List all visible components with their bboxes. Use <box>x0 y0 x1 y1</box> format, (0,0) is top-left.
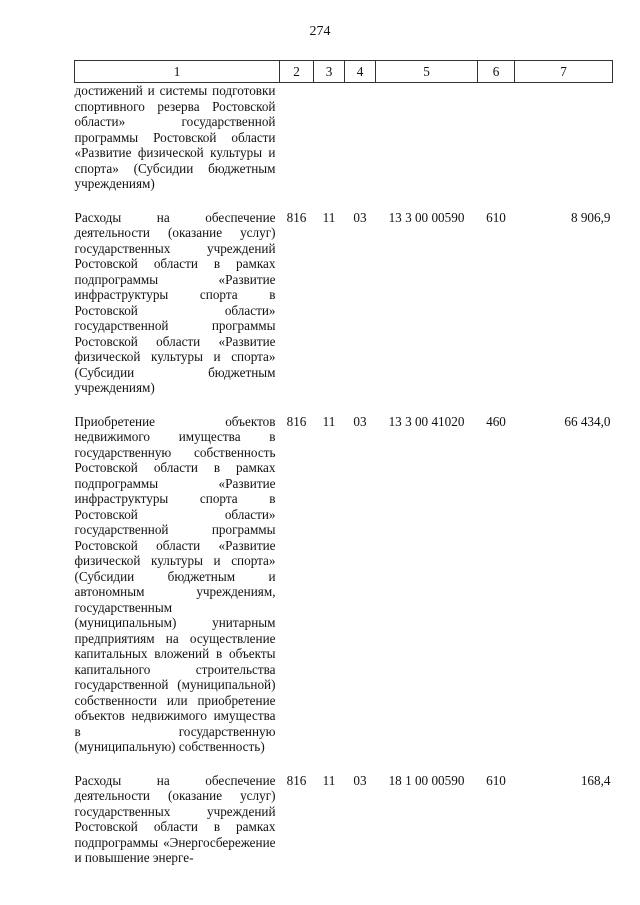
row-ministry-code: 816 <box>286 772 307 788</box>
row-ministry-code: 816 <box>286 413 307 429</box>
row-description: достижений и системы подготовки спортивного резерва Ростовской области» государственной программы Ростовской области «Развитие физической культуры и спорта» (Субсидии бюджетным учреждениям) <box>74 83 276 191</box>
table-row <box>75 414 613 773</box>
table-row <box>75 83 613 210</box>
table-header <box>75 61 613 83</box>
row-subsection-code: 03 <box>353 772 367 788</box>
row-section-code <box>314 83 345 210</box>
row-amount: 66 434,0 <box>564 413 611 429</box>
row-ministry-code: 816 <box>286 209 307 225</box>
page-number: 274 <box>309 24 331 39</box>
table-row <box>75 773 613 884</box>
row-amount <box>515 83 613 210</box>
row-description: Приобретение объектов недвижимого имущества в государственную собственность Ростовской области в рамках подпрограммы «Развитие инфраструктуры спорта в Ростовской области» государственной программы Ростовской области «Развитие физической культуры и спорта» (Субсидии бюджетным и автономным учреждениям, государственным (муниципальным) унитарным предприятиям на осуществление капитальных вложений в объекты капитального строительства государственной (муниципальной) собственности или приобретение объектов недвижимого имущества в государственную (муниципальную) собственность) <box>74 413 276 754</box>
row-section-code: 11 <box>322 413 336 429</box>
header-col-6: 6 <box>478 61 515 83</box>
row-expense-type <box>478 83 515 210</box>
row-target-code: 13 3 00 00590 <box>388 209 465 225</box>
row-description: Расходы на обеспечение деятельности (оказание услуг) государственных учреждений Ростовской области в рамках подпрограммы «Развитие инфраструктуры спорта в Ростовской области» государственной программы Ростовской области «Развитие физической культуры и спорта» (Субсидии бюджетным учреждениям) <box>74 209 276 395</box>
row-subsection-code: 03 <box>353 413 367 429</box>
budget-table <box>74 60 613 884</box>
table-body <box>75 83 613 884</box>
row-amount: 168,4 <box>580 772 611 788</box>
row-target-code: 13 3 00 41020 <box>388 413 465 429</box>
header-row <box>75 61 613 83</box>
row-ministry-code <box>280 83 314 210</box>
row-expense-type: 610 <box>486 772 506 788</box>
table-row <box>75 210 613 414</box>
header-col-1: 1 <box>75 61 280 83</box>
header-col-4: 4 <box>345 61 376 83</box>
row-description: Расходы на обеспечение деятельности (оказание услуг) государственных учреждений Ростовской области в рамках подпрограммы «Энергосбережение и повышение энерге- <box>74 772 276 865</box>
row-expense-type: 460 <box>486 413 506 429</box>
header-col-3: 3 <box>314 61 345 83</box>
header-col-2: 2 <box>280 61 314 83</box>
row-expense-type: 610 <box>486 209 506 225</box>
row-subsection-code: 03 <box>353 209 367 225</box>
row-target-code <box>376 83 478 210</box>
row-target-code: 18 1 00 00590 <box>388 772 465 788</box>
row-section-code: 11 <box>322 772 336 788</box>
header-col-5: 5 <box>376 61 478 83</box>
row-section-code: 11 <box>322 209 336 225</box>
header-col-7: 7 <box>515 61 613 83</box>
row-amount: 8 906,9 <box>570 209 611 225</box>
row-subsection-code <box>345 83 376 210</box>
